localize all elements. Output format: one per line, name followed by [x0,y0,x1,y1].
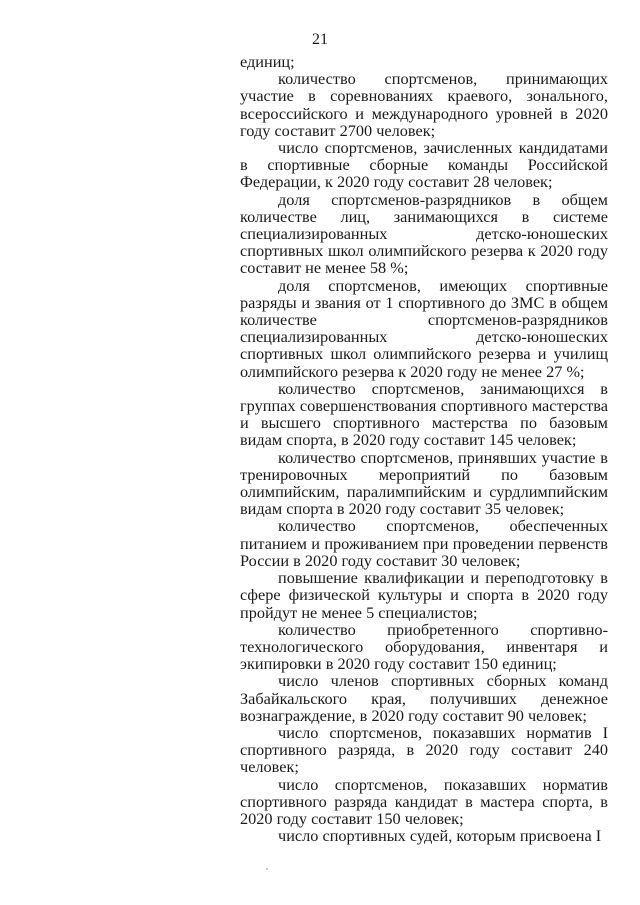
document-body [240,53,608,844]
scan-artifact [266,868,268,870]
page-number: 21 [312,31,328,48]
paragraph: число спортсменов, показавших норматив I спортивного разряда, в 2020 году составит 240 человек; [240,722,608,777]
paragraph: доля спортсменов, имеющих спортивные разряды и звания от 1 спортивного до ЗМС в общем количестве спортсменов-разрядников специализированных детско-юношеских спортивных школ олимпийского резерва и училищ олимпийского резерва к 2020 году не менее 27 %; [240,275,608,381]
paragraph: количество спортсменов, занимающихся в группах совершенствования спортивного мастерства и высшего спортивного мастерства по базовым видам спорта, в 2020 году составит 145 человек; [240,378,608,450]
paragraph: количество спортсменов, принимающих участие в соревнованиях краевого, зонального, всероссийского и международного уровней в 2020 году составит 2700 человек; [240,69,608,140]
paragraph: число членов спортивных сборных команд Забайкальского края, получивших денежное вознаграждение, в 2020 году составит 90 человек; [240,671,608,725]
paragraph: число спортсменов, зачисленных кандидатами в спортивные сборные команды Российской Федерации, к 2020 году составит 28 человек; [240,138,608,192]
paragraph: количество спортсменов, принявших участие в тренировочных мероприятий по базовым олимпийским, паралимпийским и сурдлимпийским видам спорта в 2020 году составит 35 человек; [240,447,608,519]
paragraph: число спортивных судей, которым присвоена I [278,826,602,846]
paragraph: повышение квалификации и переподготовку в сфере физической культуры и спорта в 2020 году пройдут не менее 5 специалистов; [240,568,608,622]
paragraph: доля спортсменов-разрядников в общем количестве лиц, занимающихся в системе специализированных детско-юношеских спортивных школ олимпийского резерва к 2020 году составит не менее 58 %; [240,189,608,278]
paragraph: количество приобретенного спортивно-технологического оборудования, инвентаря и экипировки в 2020 году составит 150 единиц; [240,619,608,674]
paragraph: число спортсменов, показавших норматив спортивного разряда кандидат в мастера спорта, в 2020 году составит 150 человек; [240,774,608,828]
paragraph: единиц; [240,52,295,71]
paragraph: количество спортсменов, обеспеченных питанием и проживанием при проведении первенств России в 2020 году составит 30 человек; [240,516,608,570]
